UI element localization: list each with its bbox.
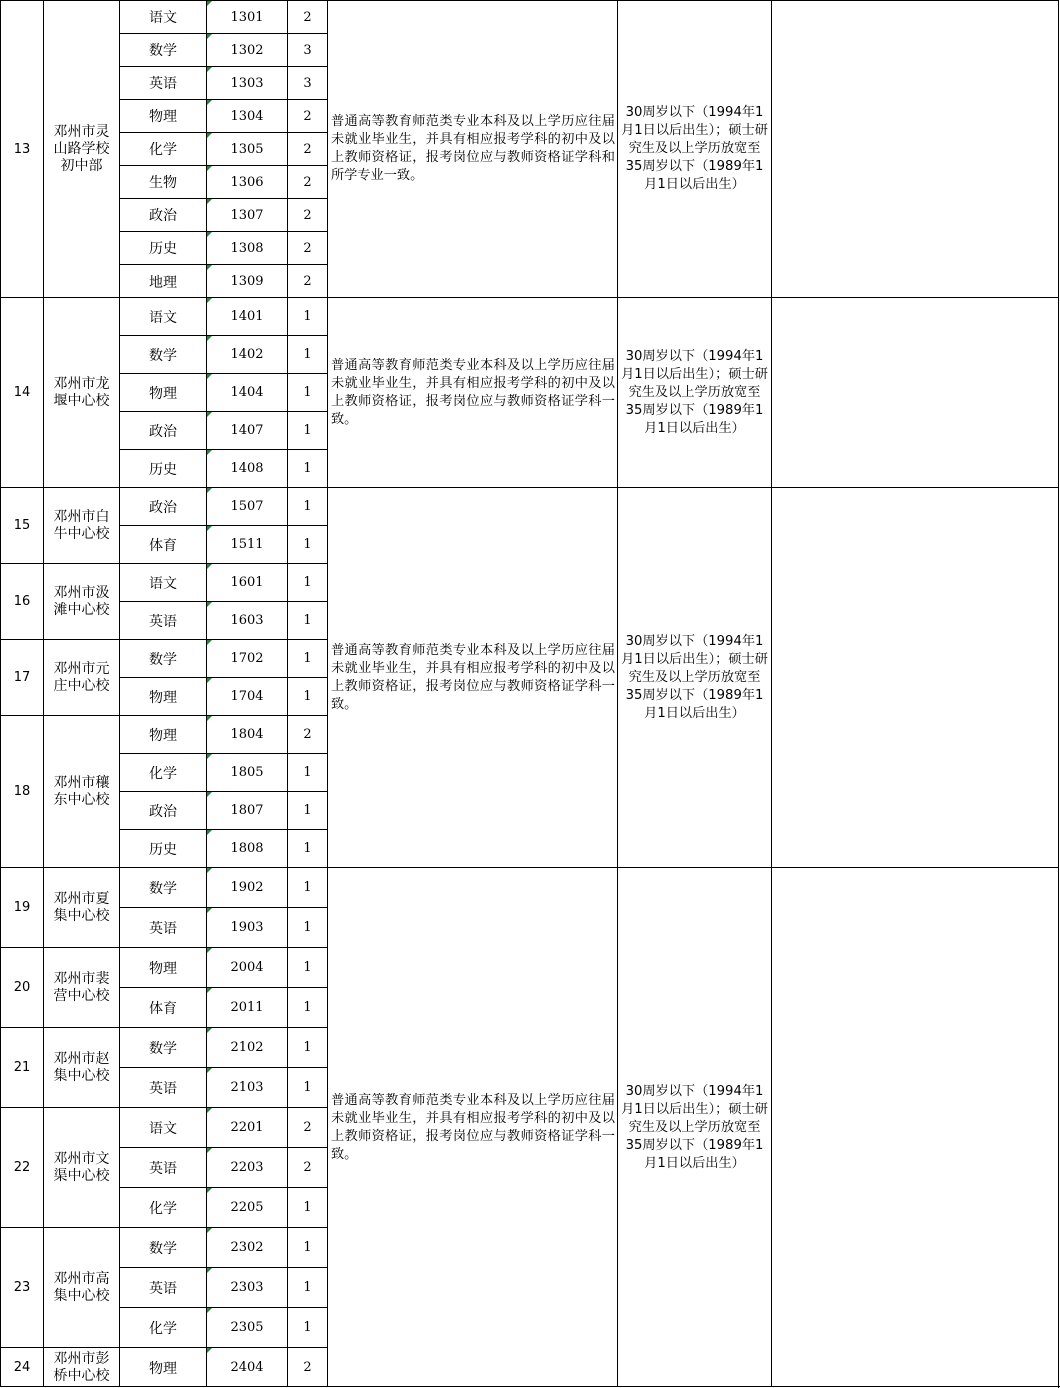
post-code-cell: 2303	[206, 1267, 287, 1307]
age-limit-cell: 30周岁以下（1994年1月1日以后出生）；硕士研究生及以上学历放宽至35周岁以下（1989年1月1日以后出生）	[617, 0, 771, 297]
headcount-cell: 1	[287, 1227, 327, 1267]
subject-cell: 数学	[119, 639, 206, 677]
requirement-cell: 普通高等教育师范类专业本科及以上学历应往届未就业毕业生，并具有相应报考学科的初中及以上教师资格证，报考岗位应与教师资格证学科一致。	[327, 487, 617, 867]
cell-marker-icon	[207, 1268, 212, 1273]
school-name-cell: 邓州市夏集中心校	[43, 867, 119, 947]
headcount-cell: 1	[287, 411, 327, 449]
headcount-cell: 1	[287, 1187, 327, 1227]
headcount-cell: 1	[287, 907, 327, 947]
cell-marker-icon	[207, 450, 212, 455]
post-code-cell: 1303	[206, 66, 287, 99]
cell-marker-icon	[207, 34, 212, 39]
post-code-cell: 1309	[206, 264, 287, 298]
school-name-cell: 邓州市文渠中心校	[43, 1107, 119, 1227]
headcount-cell: 1	[287, 601, 327, 639]
subject-cell: 政治	[119, 487, 206, 525]
cell-marker-icon	[207, 100, 212, 105]
subject-cell: 化学	[119, 132, 206, 165]
school-name-cell: 邓州市裴营中心校	[43, 947, 119, 1027]
post-code-cell: 1302	[206, 33, 287, 66]
post-code-cell: 2011	[206, 987, 287, 1027]
subject-cell: 英语	[119, 1267, 206, 1307]
headcount-cell: 1	[287, 487, 327, 525]
age-limit-cell: 30周岁以下（1994年1月1日以后出生）；硕士研究生及以上学历放宽至35周岁以下（1989年1月1日以后出生）	[617, 487, 771, 867]
cell-marker-icon	[207, 133, 212, 138]
age-limit-cell: 30周岁以下（1994年1月1日以后出生）；硕士研究生及以上学历放宽至35周岁以下（1989年1月1日以后出生）	[617, 297, 771, 487]
row-number-cell: 16	[0, 563, 43, 639]
row-number-cell: 14	[0, 297, 43, 487]
cell-marker-icon	[207, 1188, 212, 1193]
post-code-cell: 1407	[206, 411, 287, 449]
subject-cell: 语文	[119, 1107, 206, 1147]
row-number-cell: 23	[0, 1227, 43, 1347]
headcount-cell: 1	[287, 563, 327, 601]
school-name-cell: 邓州市白牛中心校	[43, 487, 119, 563]
school-name-cell: 邓州市元庄中心校	[43, 639, 119, 715]
cell-marker-icon	[207, 754, 212, 759]
school-name-cell: 邓州市赵集中心校	[43, 1027, 119, 1107]
post-code-cell: 1903	[206, 907, 287, 947]
headcount-cell: 2	[287, 1147, 327, 1187]
row-number-cell: 24	[0, 1347, 43, 1387]
subject-cell: 历史	[119, 449, 206, 487]
headcount-cell: 1	[287, 297, 327, 335]
headcount-cell: 2	[287, 264, 327, 298]
row-number-cell: 15	[0, 487, 43, 563]
subject-cell: 语文	[119, 297, 206, 335]
headcount-cell: 1	[287, 373, 327, 411]
subject-cell: 政治	[119, 791, 206, 829]
post-code-cell: 2201	[206, 1107, 287, 1147]
post-code-cell: 1507	[206, 487, 287, 525]
subject-cell: 语文	[119, 0, 206, 33]
subject-cell: 数学	[119, 1227, 206, 1267]
subject-cell: 历史	[119, 829, 206, 867]
cell-marker-icon	[207, 1308, 212, 1313]
subject-cell: 物理	[119, 1347, 206, 1387]
cell-marker-icon	[207, 1068, 212, 1073]
subject-cell: 英语	[119, 66, 206, 99]
subject-cell: 化学	[119, 1307, 206, 1347]
row-number-cell: 22	[0, 1107, 43, 1227]
headcount-cell: 1	[287, 947, 327, 987]
cell-marker-icon	[207, 298, 212, 303]
headcount-cell: 1	[287, 1067, 327, 1107]
headcount-cell: 1	[287, 1027, 327, 1067]
cell-marker-icon	[207, 564, 212, 569]
row-number-cell: 20	[0, 947, 43, 1027]
headcount-cell: 1	[287, 639, 327, 677]
headcount-cell: 1	[287, 449, 327, 487]
school-name-cell: 邓州市汲滩中心校	[43, 563, 119, 639]
cell-marker-icon	[207, 232, 212, 237]
row-number-cell: 21	[0, 1027, 43, 1107]
subject-cell: 历史	[119, 231, 206, 264]
cell-marker-icon	[207, 868, 212, 873]
headcount-cell: 1	[287, 829, 327, 867]
headcount-cell: 2	[287, 132, 327, 165]
headcount-cell: 2	[287, 0, 327, 33]
subject-cell: 数学	[119, 1027, 206, 1067]
headcount-cell: 1	[287, 1267, 327, 1307]
subject-cell: 英语	[119, 907, 206, 947]
subject-cell: 语文	[119, 563, 206, 601]
subject-cell: 物理	[119, 715, 206, 753]
subject-cell: 英语	[119, 601, 206, 639]
remarks-cell	[771, 867, 1059, 1387]
cell-marker-icon	[207, 1348, 212, 1353]
cell-marker-icon	[207, 265, 212, 270]
subject-cell: 化学	[119, 1187, 206, 1227]
cell-marker-icon	[207, 830, 212, 835]
subject-cell: 物理	[119, 677, 206, 715]
school-name-cell: 邓州市灵山路学校初中部	[43, 0, 119, 297]
cell-marker-icon	[207, 1028, 212, 1033]
school-name-cell: 邓州市龙堰中心校	[43, 297, 119, 487]
remarks-cell	[771, 487, 1059, 867]
subject-cell: 数学	[119, 867, 206, 907]
post-code-cell: 1805	[206, 753, 287, 791]
post-code-cell: 2004	[206, 947, 287, 987]
subject-cell: 政治	[119, 411, 206, 449]
subject-cell: 地理	[119, 264, 206, 298]
post-code-cell: 1702	[206, 639, 287, 677]
subject-cell: 化学	[119, 753, 206, 791]
post-code-cell: 1807	[206, 791, 287, 829]
post-code-cell: 1601	[206, 563, 287, 601]
headcount-cell: 1	[287, 753, 327, 791]
headcount-cell: 3	[287, 33, 327, 66]
cell-marker-icon	[207, 1228, 212, 1233]
headcount-cell: 2	[287, 715, 327, 753]
subject-cell: 物理	[119, 373, 206, 411]
headcount-cell: 1	[287, 1307, 327, 1347]
cell-marker-icon	[207, 336, 212, 341]
subject-cell: 英语	[119, 1147, 206, 1187]
post-code-cell: 2302	[206, 1227, 287, 1267]
post-code-cell: 2404	[206, 1347, 287, 1387]
subject-cell: 物理	[119, 99, 206, 132]
cell-marker-icon	[207, 948, 212, 953]
headcount-cell: 1	[287, 677, 327, 715]
post-code-cell: 1704	[206, 677, 287, 715]
cell-marker-icon	[207, 716, 212, 721]
row-number-cell: 13	[0, 0, 43, 297]
post-code-cell: 2103	[206, 1067, 287, 1107]
headcount-cell: 2	[287, 198, 327, 231]
cell-marker-icon	[207, 488, 212, 493]
remarks-cell	[771, 297, 1059, 487]
school-name-cell: 邓州市彭桥中心校	[43, 1347, 119, 1387]
headcount-cell: 3	[287, 66, 327, 99]
headcount-cell: 2	[287, 165, 327, 198]
cell-marker-icon	[207, 1108, 212, 1113]
headcount-cell: 1	[287, 987, 327, 1027]
subject-cell: 体育	[119, 987, 206, 1027]
school-name-cell: 邓州市穰东中心校	[43, 715, 119, 867]
post-code-cell: 1902	[206, 867, 287, 907]
post-code-cell: 1808	[206, 829, 287, 867]
post-code-cell: 1402	[206, 335, 287, 373]
post-code-cell: 1307	[206, 198, 287, 231]
cell-marker-icon	[207, 526, 212, 531]
headcount-cell: 1	[287, 335, 327, 373]
requirement-cell: 普通高等教育师范类专业本科及以上学历应往届未就业毕业生，并具有相应报考学科的初中及以上教师资格证，报考岗位应与教师资格证学科一致。	[327, 867, 617, 1387]
post-code-cell: 2102	[206, 1027, 287, 1067]
requirement-cell: 普通高等教育师范类专业本科及以上学历应往届未就业毕业生，并具有相应报考学科的初中及以上教师资格证，报考岗位应与教师资格证学科和所学专业一致。	[327, 0, 617, 297]
cell-marker-icon	[207, 1, 212, 6]
post-code-cell: 2205	[206, 1187, 287, 1227]
cell-marker-icon	[207, 908, 212, 913]
cell-marker-icon	[207, 374, 212, 379]
post-code-cell: 1603	[206, 601, 287, 639]
subject-cell: 政治	[119, 198, 206, 231]
headcount-cell: 2	[287, 1107, 327, 1147]
headcount-cell: 2	[287, 1347, 327, 1387]
row-number-cell: 17	[0, 639, 43, 715]
requirement-cell: 普通高等教育师范类专业本科及以上学历应往届未就业毕业生，并具有相应报考学科的初中及以上教师资格证，报考岗位应与教师资格证学科一致。	[327, 297, 617, 487]
post-code-cell: 1804	[206, 715, 287, 753]
headcount-cell: 2	[287, 231, 327, 264]
school-name-cell: 邓州市高集中心校	[43, 1227, 119, 1347]
post-code-cell: 2305	[206, 1307, 287, 1347]
cell-marker-icon	[207, 678, 212, 683]
cell-marker-icon	[207, 792, 212, 797]
subject-cell: 体育	[119, 525, 206, 563]
post-code-cell: 1404	[206, 373, 287, 411]
post-code-cell: 2203	[206, 1147, 287, 1187]
headcount-cell: 1	[287, 791, 327, 829]
cell-marker-icon	[207, 67, 212, 72]
cell-marker-icon	[207, 412, 212, 417]
headcount-cell: 1	[287, 525, 327, 563]
headcount-cell: 2	[287, 99, 327, 132]
post-code-cell: 1308	[206, 231, 287, 264]
subject-cell: 生物	[119, 165, 206, 198]
post-code-cell: 1306	[206, 165, 287, 198]
post-code-cell: 1401	[206, 297, 287, 335]
subject-cell: 物理	[119, 947, 206, 987]
headcount-cell: 1	[287, 867, 327, 907]
cell-marker-icon	[207, 640, 212, 645]
post-code-cell: 1511	[206, 525, 287, 563]
cell-marker-icon	[207, 988, 212, 993]
subject-cell: 数学	[119, 335, 206, 373]
post-code-cell: 1304	[206, 99, 287, 132]
row-number-cell: 18	[0, 715, 43, 867]
subject-cell: 英语	[119, 1067, 206, 1107]
remarks-cell	[771, 0, 1059, 297]
post-code-cell: 1408	[206, 449, 287, 487]
post-code-cell: 1301	[206, 0, 287, 33]
subject-cell: 数学	[119, 33, 206, 66]
cell-marker-icon	[207, 166, 212, 171]
row-number-cell: 19	[0, 867, 43, 947]
post-code-cell: 1305	[206, 132, 287, 165]
cell-marker-icon	[207, 1148, 212, 1153]
cell-marker-icon	[207, 602, 212, 607]
cell-marker-icon	[207, 199, 212, 204]
age-limit-cell: 30周岁以下（1994年1月1日以后出生）；硕士研究生及以上学历放宽至35周岁以下（1989年1月1日以后出生）	[617, 867, 771, 1387]
